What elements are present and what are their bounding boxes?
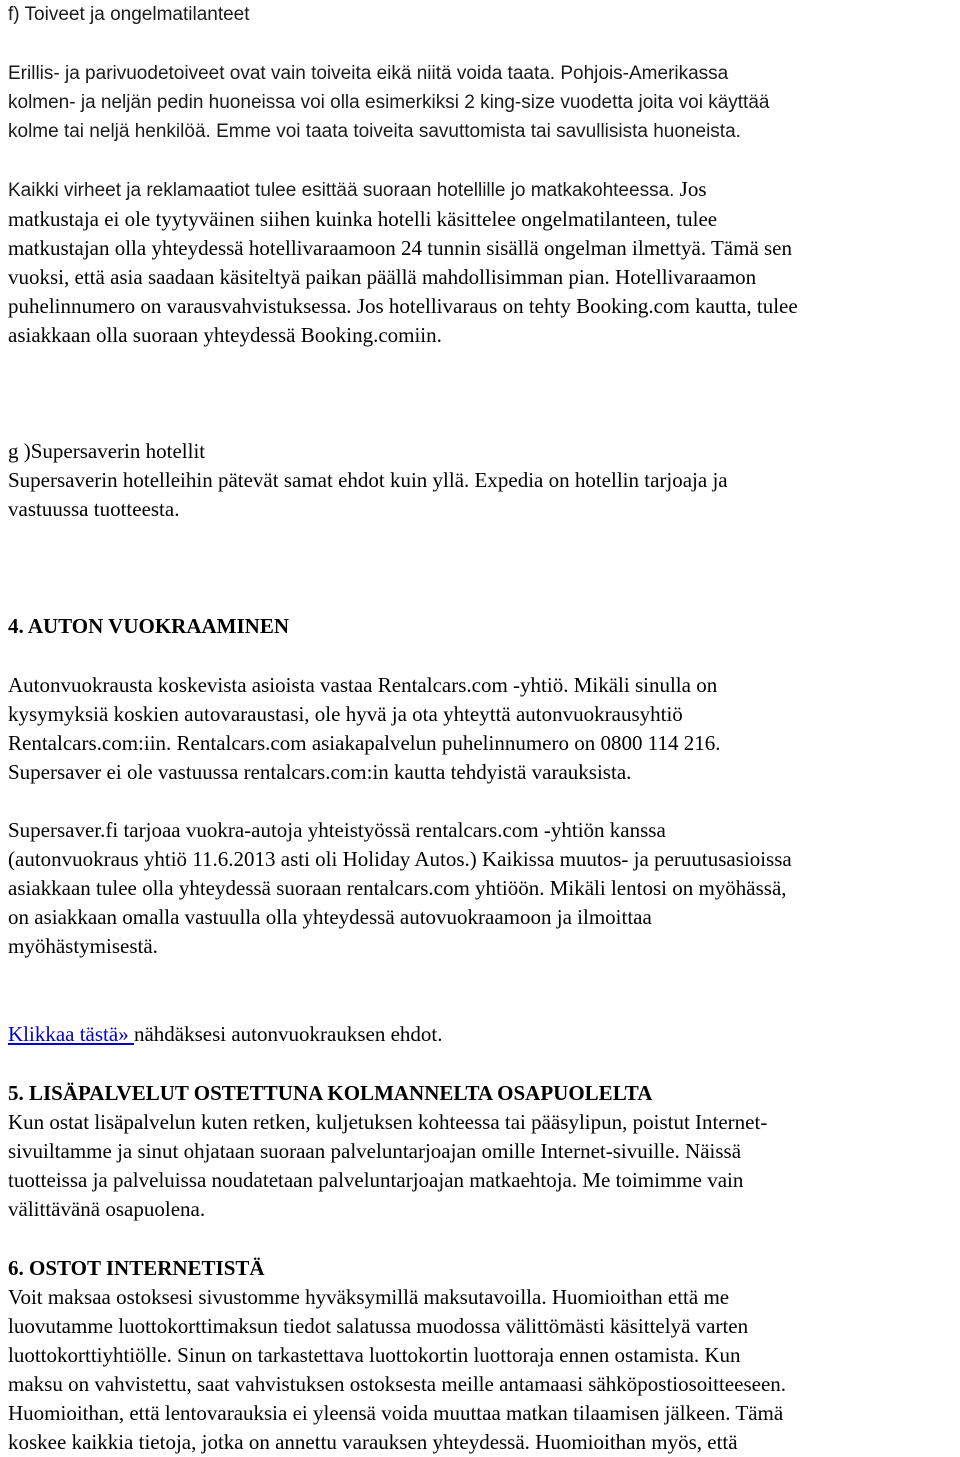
text-line: Autonvuokrausta koskevista asioista vastaa Rentalcars.com -yhtiö. Mikäli sinulla on [8,673,718,697]
text-line: vastuussa tuotteesta. [8,497,180,521]
text-line: Supersaverin hotelleihin pätevät samat ehdot kuin yllä. Expedia on hotellin tarjoaja ja [8,468,728,492]
text-line: Kun ostat lisäpalvelun kuten retken, kuljetuksen kohteessa tai pääsylipun, poistut Internet- [8,1110,768,1134]
text-segment: Kaikki virheet ja reklamaatiot tulee esittää suoraan hotellille jo matkakohteessa. [8,180,675,201]
text-line: kysymyksiä koskien autovaraustasi, ole hyvä ja ota yhteyttä autonvuokrausyhtiö [8,702,683,726]
text-line: tuotteissa ja palveluissa noudatetaan palveluntarjoajan matkaehtoja. Me toimimme vain [8,1168,744,1192]
section-f-heading: f) Toiveet ja ongelmatilanteet [8,4,250,25]
rental-terms-line [8,1020,958,1049]
text-line: luottokorttiyhtiölle. Sinun on tarkastettava luottokortin luottoraja ennen ostamista. Kun [8,1343,741,1367]
section-4-paragraph-1 [8,671,958,787]
text-line: myöhästymisestä. [8,934,158,958]
rental-terms-link[interactable]: Klikkaa tästä» [8,1022,134,1046]
section-f-paragraph-2 [8,175,958,350]
section-6-paragraph [8,1283,958,1457]
text-line: Supersaver.fi tarjoaa vuokra-autoja yhteistyössä rentalcars.com -yhtiön kanssa [8,818,666,842]
text-line: asiakkaan olla suoraan yhteydessä Booking.comiin. [8,323,442,347]
text-line: luovutamme luottokorttimaksun tiedot salatussa muodossa välittömästi käsittelyä varten [8,1314,749,1338]
section-6-heading: 6. OSTOT INTERNETISTÄ [8,1256,265,1280]
text-line: maksu on vahvistettu, saat vahvistuksen ostoksesta meille antamaasi sähköpostiosoitteeseen. [8,1372,787,1396]
text-line: asiakkaan tulee olla yhteydessä suoraan rentalcars.com yhtiöön. Mikäli lentosi on myöhässä, [8,876,787,900]
section-5-heading: 5. LISÄPALVELUT OSTETTUNA KOLMANNELTA OSAPUOLELTA [8,1081,653,1105]
text-line: Huomioithan, että lentovarauksia ei yleensä voida muuttaa matkan tilaamisen jälkeen. Tämä [8,1401,784,1425]
text-line: Rentalcars.com:iin. Rentalcars.com asiakapalvelun puhelinnumero on 0800 114 216. [8,731,721,755]
text-segment: Jos [674,177,707,201]
text-line: Erillis- ja parivuodetoiveet ovat vain toiveita eikä niitä voida taata. Pohjois-Amerikassa [8,63,729,84]
text-line: puhelinnumero on varausvahvistuksessa. Jos hotellivaraus on tehty Booking.com kautta, tulee [8,294,798,318]
text-line: välittävänä osapuolena. [8,1197,206,1221]
section-4-heading: 4. AUTON VUOKRAAMINEN [8,614,289,638]
text-line: koskee kaikkia tietoja, jotka on annettu varauksen yhteydessä. Huomioithan myös, että [8,1430,738,1454]
text-line: (autonvuokraus yhtiö 11.6.2013 asti oli Holiday Autos.) Kaikissa muutos- ja peruutusasioissa [8,847,792,871]
text-line: matkustaja ei ole tyytyväinen siihen kuinka hotelli käsittelee ongelmatilanteen, tulee [8,207,718,231]
rental-terms-suffix: nähdäksesi autonvuokrauksen ehdot. [133,1022,443,1046]
section-g-paragraph [8,466,958,524]
text-line: Voit maksaa ostoksesi sivustomme hyväksymillä maksutavoilla. Huomioithan että me [8,1285,730,1309]
text-line: sivuiltamme ja sinut ohjataan suoraan palveluntarjoajan omille Internet-sivuille. Näissä [8,1139,742,1163]
section-5-paragraph [8,1108,958,1224]
text-line: kolme tai neljä henkilöä. Emme voi taata toiveita savuttomista tai savullisista huoneista. [8,121,741,142]
text-line: vuoksi, että asia saadaan käsiteltyä paikan päällä mahdollisimman pian. Hotellivaraamon [8,265,757,289]
text-line [8,175,958,205]
text-line: Supersaver ei ole vastuussa rentalcars.com:in kautta tehdyistä varauksista. [8,760,632,784]
section-g-heading: g )Supersaverin hotellit [8,439,206,463]
text-line: kolmen- ja neljän pedin huoneissa voi olla esimerkiksi 2 king-size vuodetta joita voi käyttää [8,92,770,113]
text-line: on asiakkaan omalla vastuulla olla yhteydessä autovuokraamoon ja ilmoittaa [8,905,652,929]
section-4-paragraph-2 [8,816,958,961]
section-f-paragraph-1 [8,59,958,146]
text-line: matkustajan olla yhteydessä hotellivaraamoon 24 tunnin sisällä ongelman ilmettyä. Tämä sen [8,236,793,260]
